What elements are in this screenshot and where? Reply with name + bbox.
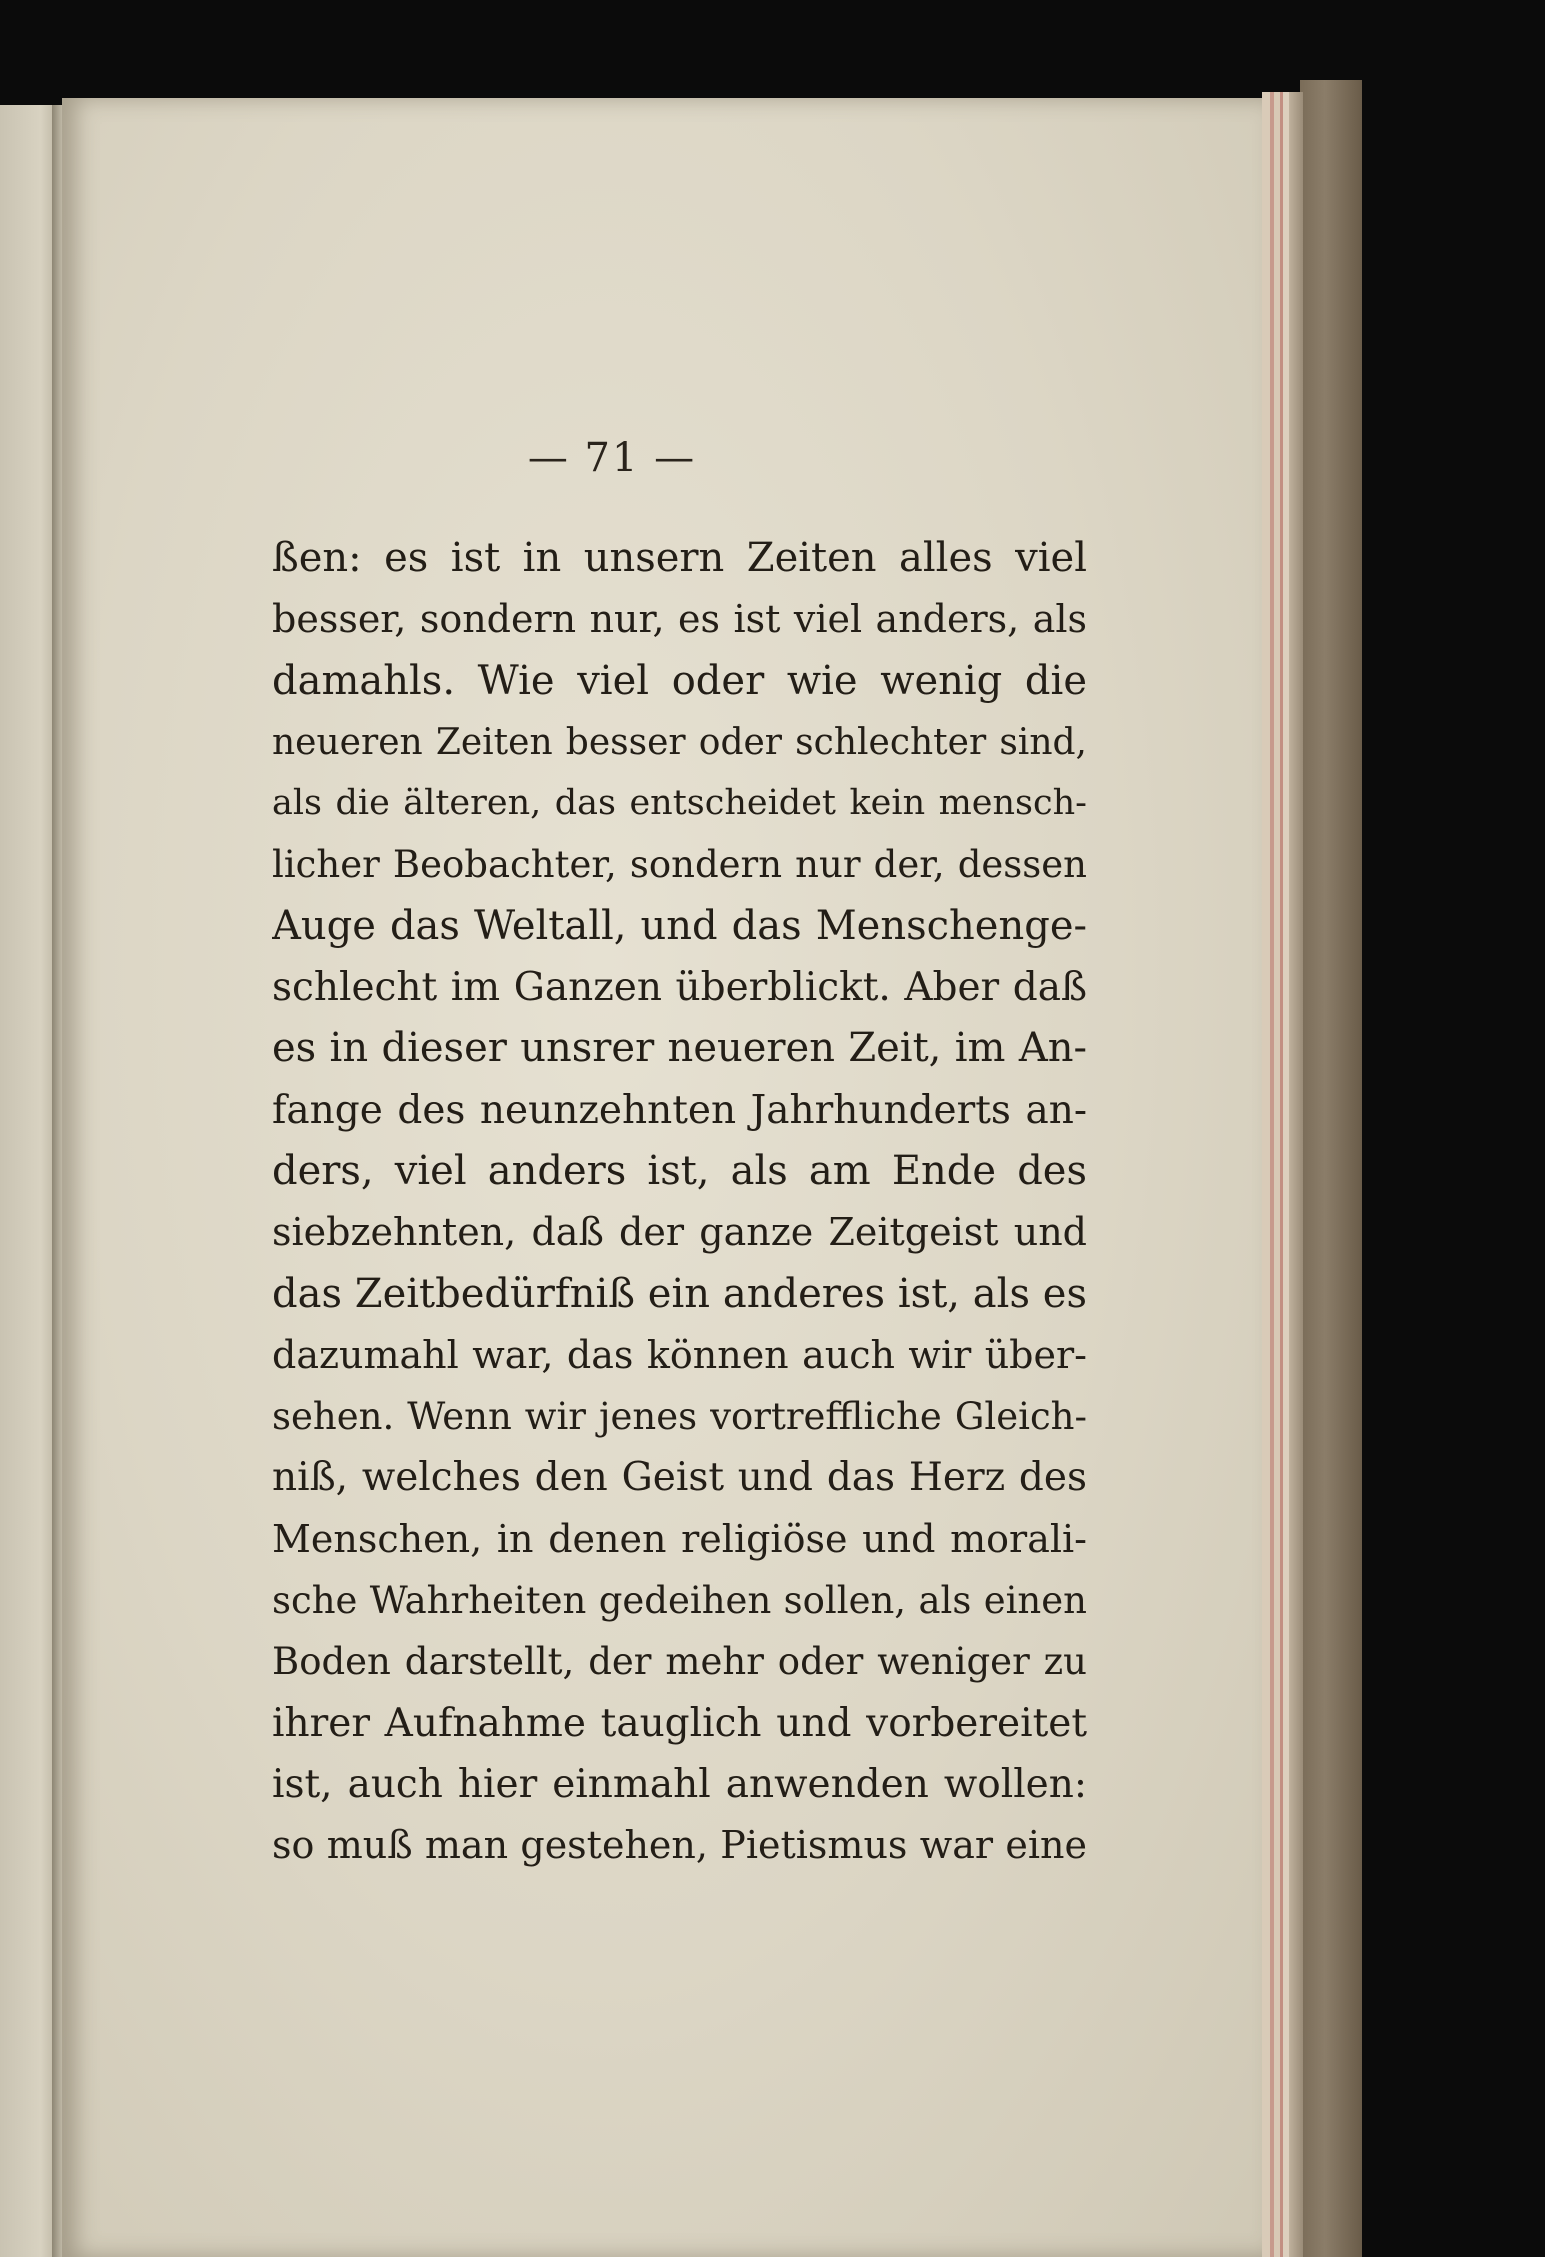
text-line: sehen. Wenn wir jenes vortreffliche Gleich- [272,1395,1087,1439]
text-line: niß, welches den Geist und das Herz des [272,1455,1087,1501]
text-line: licher Beobachter, sondern nur der, dessen [272,843,1087,887]
text-line: damahls. Wie viel oder wie wenig die [272,657,1087,704]
text-line: besser, sondern nur, es ist viel anders, als [272,597,1087,642]
page-edge [1280,92,1283,2257]
text-line: Auge das Weltall, und das Menschenge- [272,902,1087,949]
left-facing-page [0,105,58,2257]
text-line: siebzehnten, daß der ganze Zeitgeist und [272,1210,1087,1255]
book-page [62,98,1262,2257]
text-line: neueren Zeiten besser oder schlechter sind, [272,721,1087,763]
text-line: Menschen, in denen religiöse und morali- [272,1516,1087,1561]
page-edge [1283,92,1289,2257]
text-line: es in dieser unsrer neueren Zeit, im An- [272,1025,1087,1072]
text-line: ßen: es ist in unsern Zeiten alles viel [272,535,1087,581]
text-line: ist, auch hier einmahl anwenden wollen: [272,1761,1087,1807]
text-line: sche Wahrheiten gedeihen sollen, als einen [272,1579,1087,1623]
text-line: ders, viel anders ist, als am Ende des [272,1147,1087,1194]
text-line: das Zeitbedürfniß ein anderes ist, als es [272,1270,1087,1317]
page-edge [1270,92,1274,2257]
page-number: — 71 — [527,435,697,481]
page-edge [1262,92,1270,2257]
page-edge [1289,92,1303,2257]
text-line: Boden darstellt, der mehr oder weniger zu [272,1640,1087,1684]
text-line: als die älteren, das entscheidet kein mensch- [272,783,1087,824]
text-line: ihrer Aufnahme tauglich und vorbereitet [272,1700,1087,1746]
book-cover-edge [1300,80,1362,2257]
text-line: so muß man gestehen, Pietismus war eine [272,1823,1087,1868]
text-line: fange des neunzehnten Jahrhunderts an- [272,1087,1087,1133]
page-edge [1274,92,1280,2257]
text-line: dazumahl war, das können auch wir über- [272,1332,1087,1377]
text-line: schlecht im Ganzen überblickt. Aber daß [272,965,1087,1011]
body-text [272,528,1087,1877]
